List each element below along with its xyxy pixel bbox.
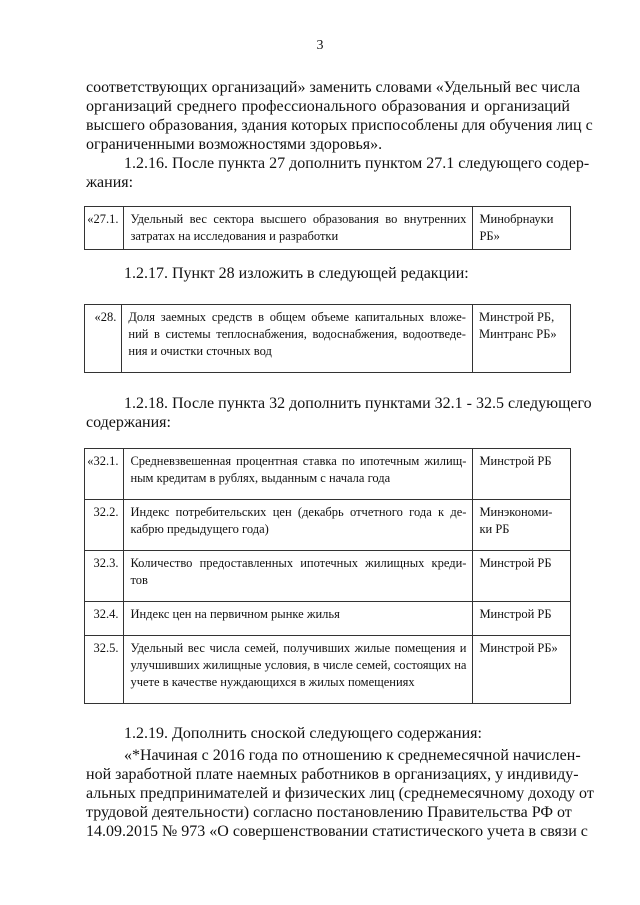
text-line: высшего образования, здания которых приспособлены для обучения лиц с	[86, 117, 593, 134]
paragraph-1-2-16	[86, 154, 590, 192]
text-line: содержания:	[86, 414, 171, 431]
table-item-27-1	[84, 206, 571, 250]
table-row	[85, 551, 571, 602]
item-description: Удельный вес числа семей, получивших жилые помещения и улучшивших жилищные условия, в числе семей, состоящих на учете в качестве нуждающихся в жилых помещениях	[124, 636, 473, 704]
text-line: организаций среднего профессионального образования и организаций	[86, 98, 570, 115]
text-line: 1.2.17. Пункт 28 изложить в следующей редакции:	[124, 265, 469, 282]
table-row	[85, 602, 571, 636]
item-description: Индекс цен на первичном рынке жилья	[124, 602, 473, 636]
item-responsible: Минстрой РБ	[473, 449, 571, 500]
paragraph-1-2-19	[86, 724, 570, 743]
table-row	[85, 636, 571, 704]
paragraph-1-2-18	[86, 394, 592, 432]
table-row	[85, 305, 571, 373]
item-number: «27.1.	[85, 207, 124, 250]
item-responsible: Минстрой РБ, Минтранс РБ»	[472, 305, 570, 373]
item-number: 32.4.	[85, 602, 124, 636]
item-description: Средневзвешенная процентная ставка по ипотечным жилищ-ным кредитам в рублях, выданным с начала года	[124, 449, 473, 500]
text-line: 14.09.2015 № 973 «О совершенствовании статистического учета в связи с	[86, 823, 588, 840]
table-row	[85, 449, 571, 500]
page-number: 3	[316, 38, 324, 53]
table-items-32	[84, 448, 571, 704]
text-line: «*Начиная с 2016 года по отношению к среднемесячной начислен-	[124, 747, 581, 764]
table-row	[85, 500, 571, 551]
item-description: Удельный вес сектора высшего образования во внутренних затратах на исследования и разработки	[124, 207, 473, 250]
text-line: альных предпринимателей и физических лиц (среднемесячному доходу от	[86, 785, 594, 802]
item-responsible: Минстрой РБ	[473, 602, 571, 636]
paragraph-1-2-17	[86, 264, 570, 283]
item-description: Доля заемных средств в общем объеме капитальных вложе-ний в системы теплоснабжения, водоснабжения, водоотведе-ния и очистки сточных вод	[122, 305, 473, 373]
text-line: ограниченными возможностями здоровья».	[86, 136, 383, 153]
item-number: «32.1.	[85, 449, 124, 500]
item-number: 32.5.	[85, 636, 124, 704]
item-number: 32.2.	[85, 500, 124, 551]
text-line: 1.2.16. После пункта 27 дополнить пунктом 27.1 следующего содер-	[124, 155, 590, 172]
table-row	[85, 207, 571, 250]
item-number: 32.3.	[85, 551, 124, 602]
text-line: 1.2.19. Дополнить сноской следующего содержания:	[124, 725, 482, 742]
text-line: жания:	[86, 174, 134, 191]
item-responsible: Минобрнауки РБ»	[473, 207, 571, 250]
paragraph-continuation	[86, 78, 593, 154]
table-item-28	[84, 304, 571, 373]
item-number: «28.	[85, 305, 122, 373]
item-description: Количество предоставленных ипотечных жилищных креди-тов	[124, 551, 473, 602]
text-line: соответствующих организаций» заменить словами «Удельный вес числа	[86, 79, 581, 96]
item-description: Индекс потребительских цен (декабрь отчетного года к де-кабрю предыдущего года)	[124, 500, 473, 551]
item-responsible: Минстрой РБ»	[473, 636, 571, 704]
item-responsible: Минстрой РБ	[473, 551, 571, 602]
text-line: 1.2.18. После пункта 32 дополнить пунктами 32.1 - 32.5 следующего	[124, 395, 592, 412]
item-responsible: Минэкономи-ки РБ	[473, 500, 571, 551]
paragraph-footnote	[86, 746, 594, 841]
text-line: трудовой деятельности) согласно постановлению Правительства РФ от	[86, 804, 572, 821]
text-line: ной заработной плате наемных работников в организациях, у индивиду-	[86, 766, 579, 783]
